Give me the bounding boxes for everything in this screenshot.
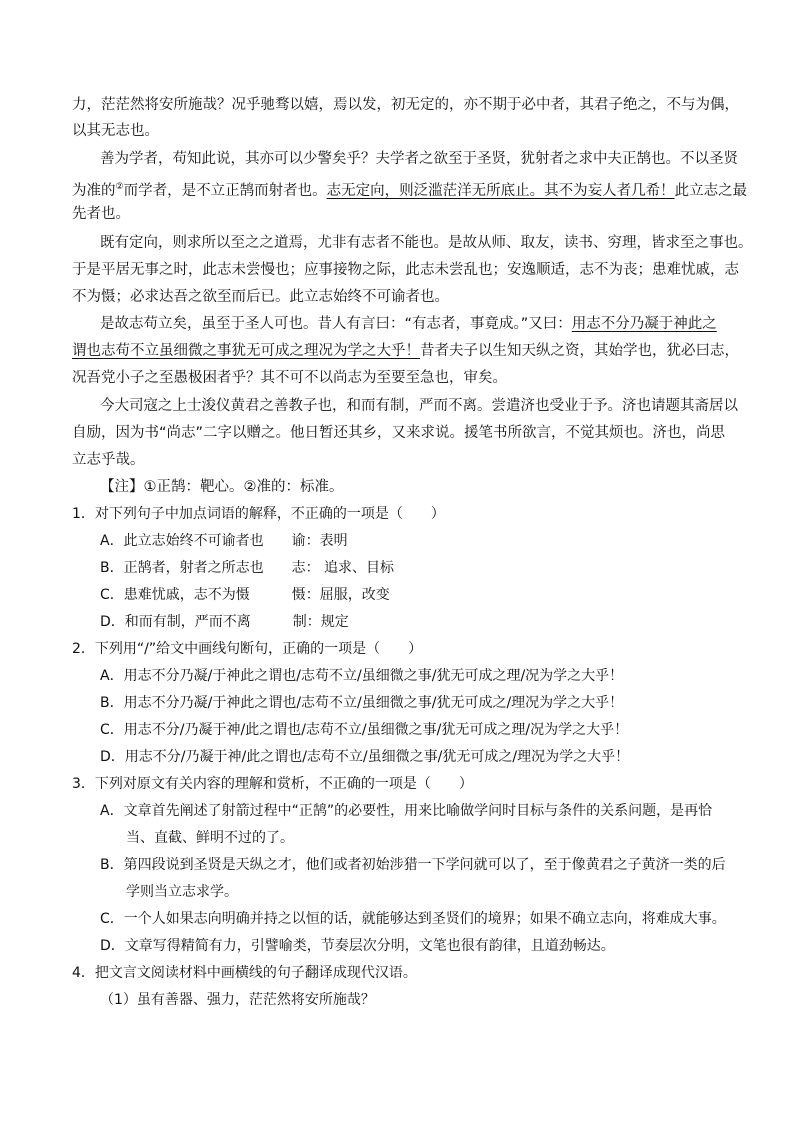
- passage-p5-line1: 今大司寇之上士浚仪黄君之善教子也，和而有制，严而不离。尝遣济也受业于予。济也请题其斋居以: [100, 398, 738, 414]
- question-1-option-b: B．正鹄者，射者之所志也 志： 追求、目标: [100, 560, 395, 576]
- question-2-option-b: B．用志不分乃凝/于神此之谓也/志苟不立/虽细微之事/犹无可成之/理况为学之大乎！: [100, 695, 624, 711]
- question-2-stem: 2．下列用“/”给文中画线句断句，正确的一项是（ ）: [72, 641, 423, 657]
- question-1-option-d: D．和而有制，严而不离 制：规定: [100, 614, 349, 630]
- passage-p4-line1: [100, 314, 717, 334]
- passage-p5-line2: 自励，因为书“尚志”二字以赠之。他日暂还其乡，又来求说。援笔书所欲言，不觉其烦也。济也，尚思: [72, 425, 726, 441]
- footnote-marker-2: ②: [115, 182, 124, 192]
- question-1-stem: 1．对下列句子中加点词语的解释，不正确的一项是（ ）: [72, 506, 445, 522]
- passage-p5-line3: 立志乎哉。: [72, 452, 145, 468]
- passage-p2-line1: 善为学者，苟知此说，其亦可以少警矣乎？夫学者之欲至于圣贤，犹射者之求中夫正鹄也。不以圣贤: [100, 151, 738, 167]
- question-3-option-b-line1: B．第四段说到圣贤是天纵之才，他们或者初始涉猎一下学问就可以了，至于像黄君之子黄济一类的后: [100, 857, 726, 873]
- underlined-sentence-2b: 谓也志苟不立虽细微之事犹无可成之理况为学之大乎！: [72, 343, 420, 359]
- question-3-option-a-line2: 当、直截、鲜明不过的了。: [126, 830, 294, 846]
- passage-p4-line3: 况吾党小子之至愚极困者乎？其不可不以尚志为至要至急也，审矣。: [72, 370, 507, 386]
- underlined-sentence-1: 志无定向，则泛滥茫洋无所底止。其不为妄人者几希！: [326, 182, 675, 199]
- passage-p2-line2: [72, 177, 747, 201]
- passage-p2-text-c: 此立志之最: [674, 182, 748, 199]
- passage-p2-line3: 先者也。: [72, 206, 130, 222]
- question-2-option-d: D．用志不分/乃凝于神/此之谓也/志苟不立/虽细微之事/犹无可成之/理况为学之大乎！: [100, 749, 630, 765]
- question-4-subquestion-1: （1）虽有善器、强力，茫茫然将安所施哉？: [100, 992, 375, 1008]
- question-3-option-b-line2: 学则当立志求学。: [126, 884, 238, 900]
- question-2-option-a: A．用志不分乃凝/于神此之谓也/志苟不立/虽细微之事/犹无可成之理/况为学之大乎！: [100, 668, 624, 684]
- annotation-note: 【注】①正鹄：靶心。②准的：标准。: [100, 479, 344, 495]
- question-1-option-c: C．患难忧戚，志不为慑 慑：屈服，改变: [100, 587, 390, 603]
- passage-p3-line1: 既有定向，则求所以至之之道焉，尤非有志者不能也。是故从师、取友，读书、穷理，皆求至之事也。: [100, 235, 753, 251]
- question-4-stem: 4．把文言文阅读材料中画横线的句子翻译成现代汉语。: [72, 965, 417, 981]
- passage-p1-line1: 力，茫茫然将安所施哉？况乎驰骛以嬉，焉以发，初无定的，亦不期于必中者，其君子绝之，不与为偶，: [72, 97, 739, 113]
- passage-p4-text-a: 是故志苟立矣，虽至于圣人可也。昔人有言曰：“有志者，事竟成。”又曰：: [100, 316, 572, 332]
- passage-p1-line2: 以其无志也。: [72, 123, 159, 139]
- passage-p4-text-b: 昔者夫子以生知天纵之资，其始学也，犹必曰志，: [420, 343, 739, 359]
- question-2-option-c: C．用志不分/乃凝于神/此之谓也/志苟不立/虽细微之事/犹无可成之理/况为学之大乎！: [100, 722, 629, 738]
- passage-p3-line2: 于是平居无事之时，此志未尝慢也；应事接物之际，此志未尝乱也；安逸顺适，志不为丧；患难忧戚，志: [72, 262, 739, 278]
- underlined-sentence-2a: 用志不分乃凝于神此之: [571, 316, 717, 332]
- passage-p3-line3: 不为慑；必求达吾之欲至而后已。此立志始终不可谕者也。: [72, 289, 449, 305]
- passage-p4-line2: [72, 341, 739, 361]
- passage-p2-text-b: 而学者，是不立正鹄而射者也。: [123, 182, 327, 199]
- question-3-option-a-line1: A．文章首先阐述了射箭过程中“正鹄”的必要性，用来比喻做学问时目标与条件的关系问题，是再恰: [100, 803, 713, 819]
- passage-p2-text-a: 为准的: [72, 182, 116, 199]
- question-3-stem: 3．下列对原文有关内容的理解和赏析，不正确的一项是（ ）: [72, 776, 473, 792]
- question-1-option-a: A．此立志始终不可谕者也 谕：表明: [100, 533, 348, 549]
- question-3-option-c: C．一个人如果志向明确并持之以恒的话，就能够达到圣贤们的境界；如果不确立志向，将难成大事。: [100, 911, 726, 927]
- question-3-option-d: D．文章写得精简有力，引譬喻类，节奏层次分明，文笔也很有韵律，且道劲畅达。: [100, 938, 615, 954]
